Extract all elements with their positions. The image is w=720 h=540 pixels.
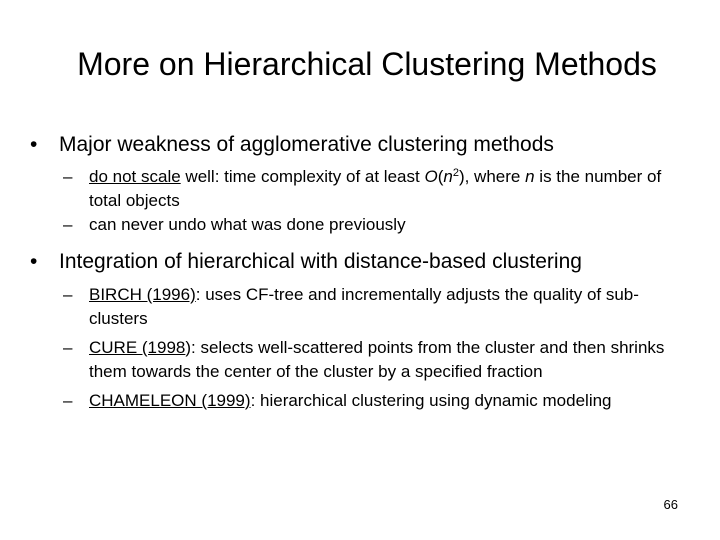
sub-bullet-text-mid: ), where bbox=[458, 167, 526, 186]
bullet-section-2 bbox=[0, 248, 720, 413]
sub-bullet-text-end: is the number of total objects bbox=[89, 167, 662, 210]
sub-bullet-text: well: time complexity of at least bbox=[180, 167, 425, 186]
sub-bullet-item bbox=[0, 389, 720, 413]
exponent: 2 bbox=[452, 167, 459, 179]
variable-n: n bbox=[525, 167, 535, 186]
bullet-section-1 bbox=[0, 131, 720, 237]
bullet-text: Integration of hierarchical with distance-based clustering bbox=[59, 250, 582, 273]
underlined-term: BIRCH (1996) bbox=[89, 285, 196, 304]
dash-marker: – bbox=[63, 338, 73, 357]
dash-marker: – bbox=[63, 167, 73, 186]
bullet-item bbox=[0, 131, 720, 159]
bullet-text: Major weakness of agglomerative clustering methods bbox=[59, 133, 554, 156]
sub-bullet-item bbox=[0, 165, 720, 213]
dash-marker: – bbox=[63, 215, 73, 234]
bullet-marker: • bbox=[30, 250, 38, 273]
slide-title: More on Hierarchical Clustering Methods bbox=[77, 46, 657, 82]
underlined-term: CHAMELEON (1999) bbox=[89, 391, 251, 410]
paren-open: ( bbox=[437, 167, 444, 186]
underlined-term: CURE (1998 bbox=[89, 338, 186, 357]
bullet-item bbox=[0, 248, 720, 276]
underlined-term: do not scale bbox=[89, 167, 181, 186]
dash-marker: – bbox=[63, 391, 73, 410]
sub-bullet-item bbox=[0, 213, 720, 237]
sub-bullet-text: : hierarchical clustering using dynamic modeling bbox=[250, 391, 612, 410]
dash-marker: – bbox=[63, 285, 73, 304]
bullet-marker: • bbox=[30, 133, 38, 156]
sub-bullet-item bbox=[0, 283, 720, 331]
sub-bullet-text: can never undo what was done previously bbox=[89, 215, 406, 234]
sub-bullet-item bbox=[0, 336, 720, 384]
variable-n: n bbox=[443, 167, 453, 186]
page-number: 66 bbox=[663, 497, 678, 512]
big-o-symbol: O bbox=[424, 167, 438, 186]
sub-bullet-text: ): selects well-scattered points from the cluster and then shrinks them towards the center of the cluster by a specified fraction bbox=[89, 338, 665, 381]
sub-bullet-text: : uses CF-tree and incrementally adjusts the quality of sub-clusters bbox=[89, 285, 639, 328]
